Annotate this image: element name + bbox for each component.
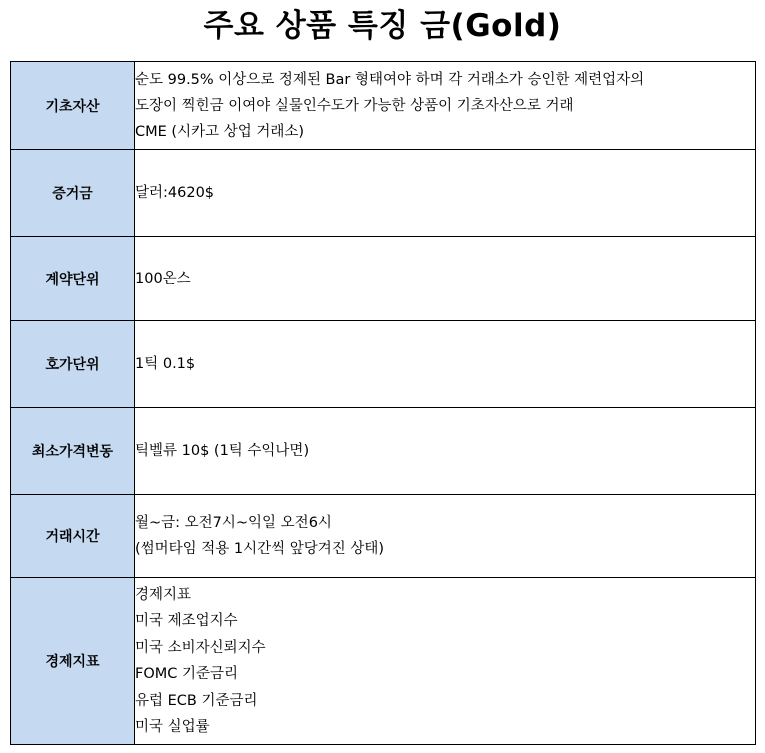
table-row [11, 408, 756, 495]
row-label: 호가단위 [11, 321, 135, 408]
content-line: CME (시카고 상업 거래소) [135, 123, 304, 140]
content-line: (썸머타임 적용 1시간씩 앞당겨진 상태) [135, 541, 385, 557]
content-line: 틱벨류 10$ (1틱 수익나면) [135, 443, 310, 459]
row-label: 경제지표 [11, 578, 135, 745]
content-line: 달러:4620$ [135, 185, 215, 201]
row-content [135, 237, 756, 321]
content-line: 미국 소비자신뢰지수 [135, 639, 266, 656]
row-label: 계약단위 [11, 237, 135, 321]
table-row [11, 321, 756, 408]
row-content [135, 62, 756, 150]
page-title: 주요 상품 특징 금(Gold) [203, 8, 562, 44]
row-content [135, 408, 756, 495]
content-line: 월~금: 오전7시~익일 오전6시 [135, 515, 332, 531]
row-content [135, 150, 756, 237]
row-label: 증거금 [11, 150, 135, 237]
table-row [11, 578, 756, 745]
row-label: 기초자산 [11, 62, 135, 150]
row-label: 최소가격변동 [11, 408, 135, 495]
content-line: 1틱 0.1$ [135, 356, 196, 372]
content-line: 경제지표 [135, 586, 192, 603]
row-content [135, 495, 756, 578]
row-content [135, 578, 756, 745]
table-row [11, 495, 756, 578]
table-row [11, 62, 756, 150]
row-content [135, 321, 756, 408]
table-row [11, 150, 756, 237]
table-row [11, 237, 756, 321]
content-line: 순도 99.5% 이상으로 정제된 Bar 형태여야 하며 각 거래소가 승인한 제련업자의 [135, 71, 645, 88]
content-line: 미국 제조업지수 [135, 613, 238, 629]
content-line: 100온스 [135, 270, 191, 287]
content-line: 미국 실업률 [135, 719, 210, 735]
content-line: FOMC 기준금리 [135, 666, 239, 682]
content-line: 유럽 ECB 기준금리 [135, 692, 258, 709]
content-line: 도장이 찍힌금 이여야 실물인수도가 가능한 상품이 기초자산으로 거래 [135, 97, 574, 114]
spec-table [10, 61, 756, 745]
row-label: 거래시간 [11, 495, 135, 578]
